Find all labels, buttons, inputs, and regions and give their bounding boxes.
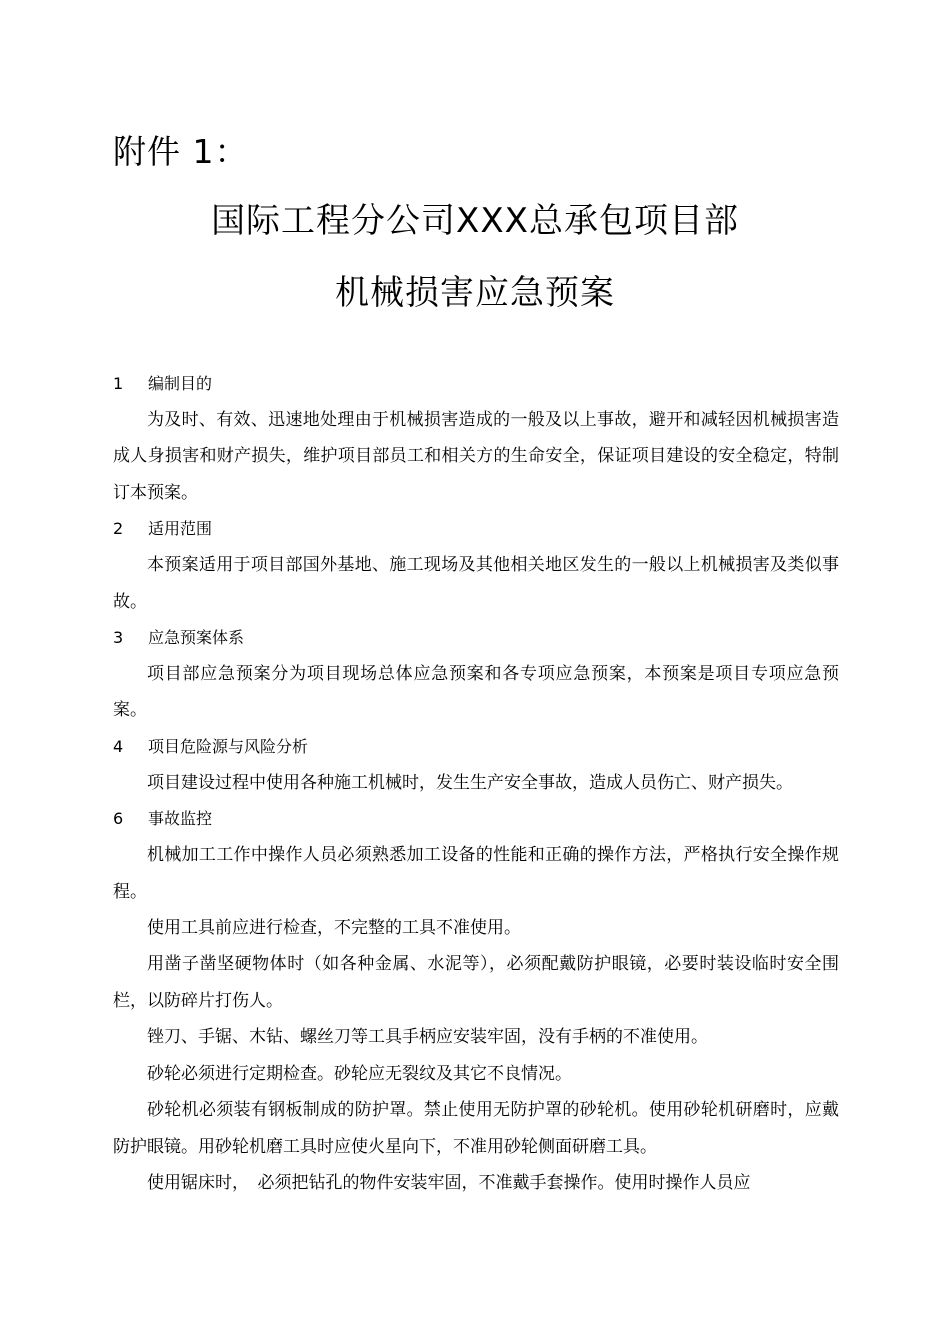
section-3: [113, 620, 839, 729]
section-1: [113, 366, 839, 511]
section-title: 事故监控: [148, 809, 213, 829]
section-title: 适用范围: [148, 519, 213, 539]
section-heading: [113, 366, 839, 402]
section-2: [113, 511, 839, 620]
paragraph: 机械加工工作中操作人员必须熟悉加工设备的性能和正确的操作方法，严格执行安全操作规程。: [113, 845, 839, 902]
section-number: 2: [113, 519, 124, 539]
document-body: [113, 366, 839, 1201]
section-title: 应急预案体系: [148, 628, 245, 648]
attachment-label: 附件 1：: [113, 132, 249, 171]
paragraph: 用凿子凿坚硬物体时（如各种金属、水泥等），必须配戴防护眼镜，必要时装设临时安全围栏，以防碎片打伤人。: [113, 954, 839, 1011]
section-heading: [113, 801, 839, 837]
document-title-line2: 机械损害应急预案: [335, 273, 615, 313]
section-number: 3: [113, 628, 124, 648]
section-number: 4: [113, 736, 124, 756]
section-heading: [113, 511, 839, 547]
paragraph: 砂轮必须进行定期检查。砂轮应无裂纹及其它不良情况。: [147, 1063, 572, 1084]
paragraph: 为及时、有效、迅速地处理由于机械损害造成的一般及以上事故，避开和减轻因机械损害造成人身损害和财产损失，维护项目部员工和相关方的生命安全，保证项目建设的安全稳定，特制订本预案。: [113, 410, 839, 503]
paragraph: 本预案适用于项目部国外基地、施工现场及其他相关地区发生的一般以上机械损害及类似事故。: [113, 555, 839, 612]
section-title: 项目危险源与风险分析: [148, 736, 309, 756]
paragraph: 项目建设过程中使用各种施工机械时，发生生产安全事故，造成人员伤亡、财产损失。: [147, 772, 793, 793]
paragraph: 项目部应急预案分为项目现场总体应急预案和各专项应急预案，本预案是项目专项应急预案。: [113, 664, 839, 721]
section-title: 编制目的: [148, 374, 213, 393]
document-title-line1: 国际工程分公司XXX总承包项目部: [211, 201, 739, 241]
paragraph: 使用锯床时， 必须把钻孔的物件安装牢固，不准戴手套操作。使用时操作人员应: [147, 1172, 751, 1193]
paragraph: 使用工具前应进行检查，不完整的工具不准使用。: [147, 918, 521, 939]
paragraph: 砂轮机必须装有钢板制成的防护罩。禁止使用无防护罩的砂轮机。使用砂轮机研磨时，应戴防护眼镜。用砂轮机磨工具时应使火星向下，不准用砂轮侧面研磨工具。: [113, 1100, 839, 1157]
paragraph: 锉刀、手锯、木钻、螺丝刀等工具手柄应安装牢固，没有手柄的不准使用。: [147, 1027, 708, 1048]
section-number: 1: [113, 374, 124, 393]
section-number: 6: [113, 809, 124, 829]
section-heading: [113, 729, 839, 765]
section-6: [113, 801, 839, 1201]
section-heading: [113, 620, 839, 656]
section-4: [113, 729, 839, 801]
